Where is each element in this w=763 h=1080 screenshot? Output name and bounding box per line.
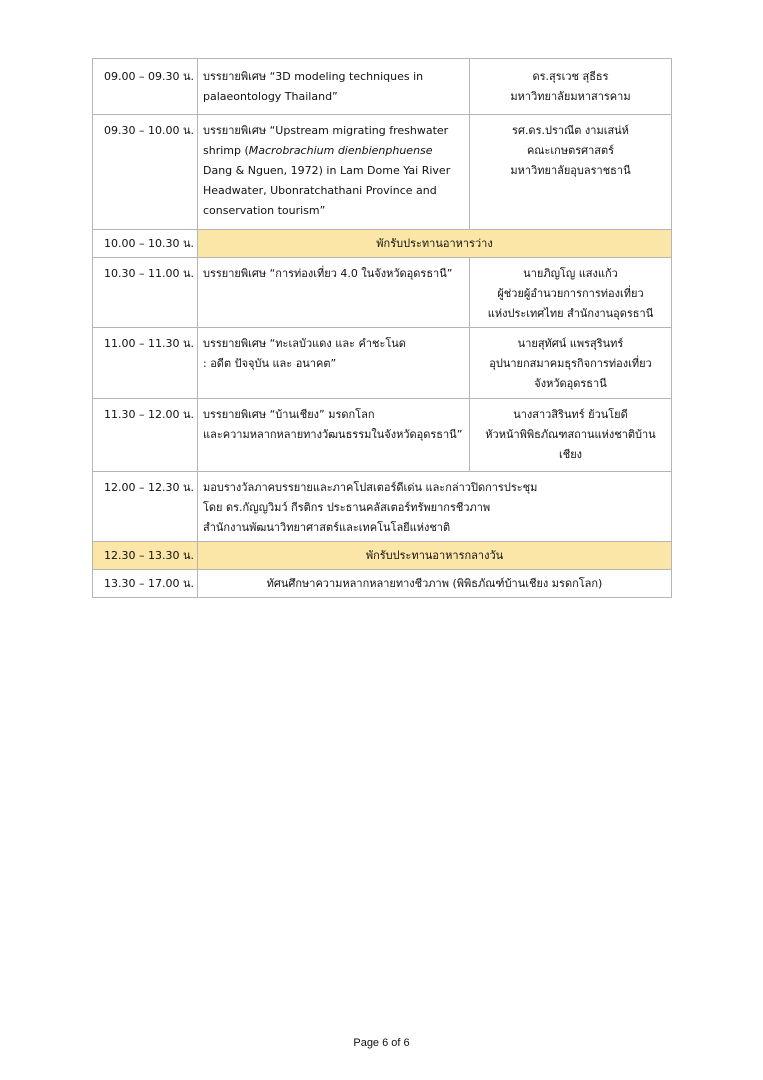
species-name: Macrobrachium dienbienphuense xyxy=(248,144,433,157)
time-cell: 12.30 – 13.30 น. xyxy=(93,542,198,570)
time-cell: 13.30 – 17.00 น. xyxy=(93,570,198,598)
schedule-table xyxy=(92,58,672,598)
break-cell: พักรับประทานอาหารว่าง xyxy=(198,230,672,258)
break-row xyxy=(93,230,672,258)
table-row xyxy=(93,115,672,230)
excursion-cell: ทัศนศึกษาความหลากหลายทางชีวภาพ (พิพิธภัณฑ์บ้านเชียง มรดกโลก) xyxy=(198,570,672,598)
time-cell: 10.00 – 10.30 น. xyxy=(93,230,198,258)
time-cell: 11.00 – 11.30 น. xyxy=(93,328,198,399)
topic-cell: บรรยายพิเศษ “การท่องเที่ยว 4.0 ในจังหวัดอุดรธานี” xyxy=(198,258,470,328)
topic-cell: บรรยายพิเศษ “ทะเลบัวแดง และ คำชะโนด : อดีต ปัจจุบัน และ อนาคต” xyxy=(198,328,470,399)
page-number: Page 6 of 6 xyxy=(353,1037,410,1049)
speaker-cell: นางสาวสิรินทร์ ย้วนโยดี หัวหน้าพิพิธภัณฑสถานแห่งชาติบ้าน เชียง xyxy=(470,399,672,472)
table-row xyxy=(93,399,672,472)
time-cell: 11.30 – 12.00 น. xyxy=(93,399,198,472)
topic-cell: บรรยายพิเศษ “บ้านเชียง” มรดกโลก และความหลากหลายทางวัฒนธรรมในจังหวัดอุดรธานี” xyxy=(198,399,470,472)
time-cell: 09.30 – 10.00 น. xyxy=(93,115,198,230)
break-cell: พักรับประทานอาหารกลางวัน xyxy=(198,542,672,570)
time-cell: 10.30 – 11.00 น. xyxy=(93,258,198,328)
topic-cell: บรรยายพิเศษ “3D modeling techniques in palaeontology Thailand” xyxy=(198,59,470,115)
table-row xyxy=(93,258,672,328)
speaker-cell: นายภิญโญ แสงแก้ว ผู้ช่วยผู้อำนวยการการท่องเที่ยว แห่งประเทศไทย สำนักงานอุดรธานี xyxy=(470,258,672,328)
topic-cell: บรรยายพิเศษ “Upstream migrating freshwater shrimp (Macrobrachium dienbienphuense Dang & Nguen, 1972) in Lam Dome Yai River Headwater, Ubonratchathani Province and conservation tourism” xyxy=(198,115,470,230)
table-row xyxy=(93,570,672,598)
break-row xyxy=(93,542,672,570)
speaker-cell: รศ.ดร.ปราณีต งามเสน่ห์ คณะเกษตรศาสตร์ มหาวิทยาลัยอุบลราชธานี xyxy=(470,115,672,230)
time-cell: 09.00 – 09.30 น. xyxy=(93,59,198,115)
speaker-cell: นายสุทัศน์ แพรสุรินทร์ อุปนายกสมาคมธุรกิจการท่องเที่ยว จังหวัดอุดรธานี xyxy=(470,328,672,399)
closing-cell: มอบรางวัลภาคบรรยายและภาคโปสเตอร์ดีเด่น และกล่าวปิดการประชุม โดย ดร.กัญญวิมว์ กีรติกร ประธานคลัสเตอร์ทรัพยากรชีวภาพ สำนักงานพัฒนาวิทยาศาสตร์และเทคโนโลยีแห่งชาติ xyxy=(198,472,672,542)
speaker-cell: ดร.สุรเวช สุธีธร มหาวิทยาลัยมหาสารคาม xyxy=(470,59,672,115)
time-cell: 12.00 – 12.30 น. xyxy=(93,472,198,542)
table-row xyxy=(93,328,672,399)
page-footer xyxy=(0,1037,763,1049)
table-row xyxy=(93,472,672,542)
table-row xyxy=(93,59,672,115)
